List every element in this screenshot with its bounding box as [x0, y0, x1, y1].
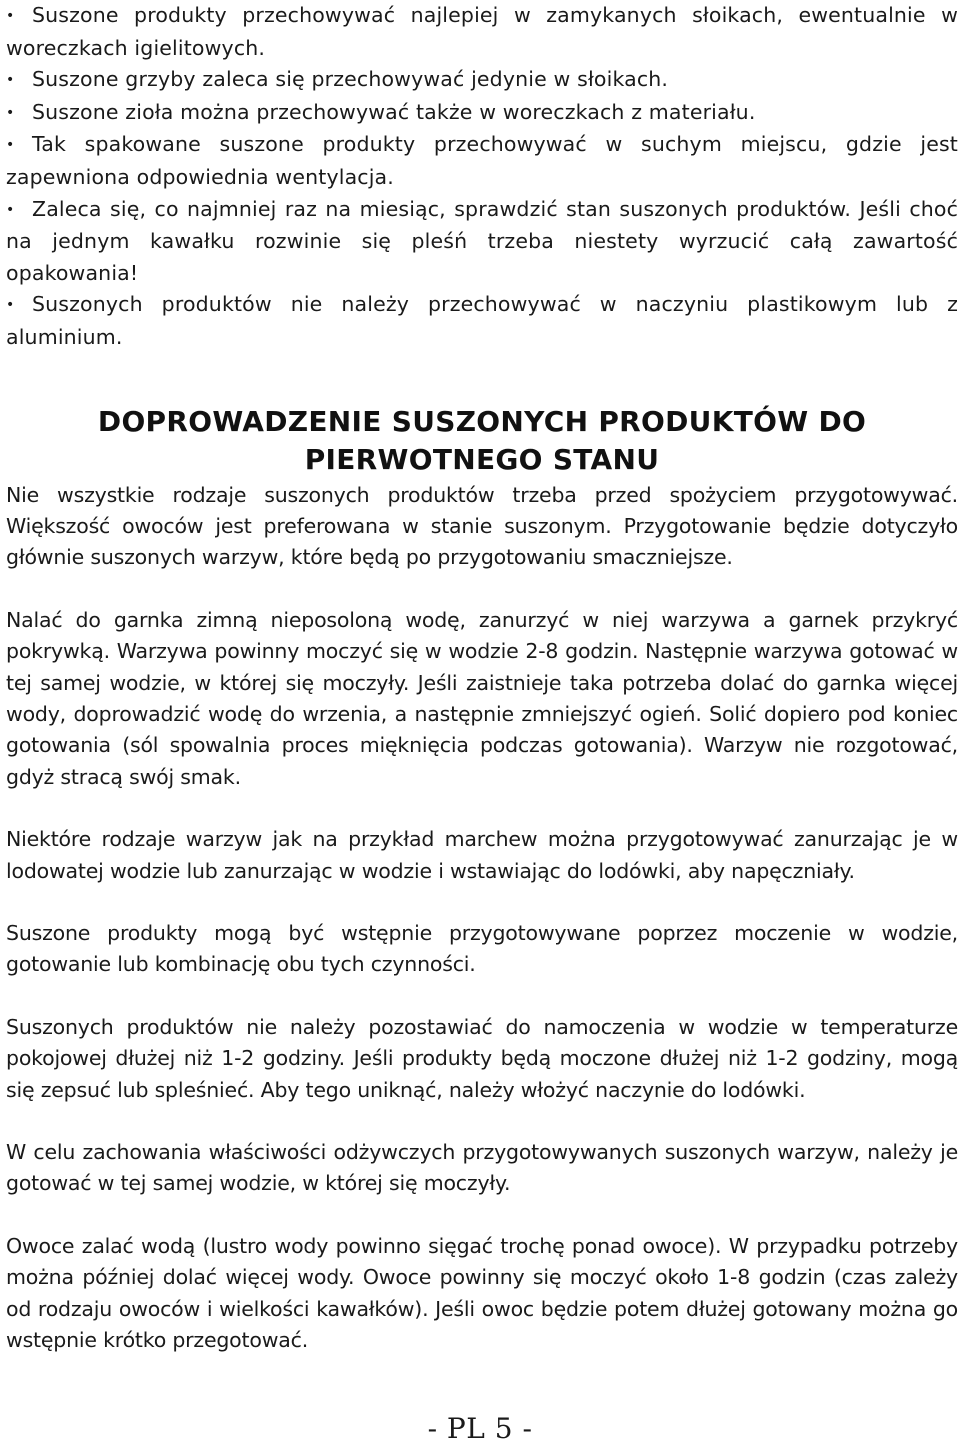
page-number: - PL 5 - [427, 1412, 533, 1445]
list-item [6, 289, 958, 353]
paragraph-preparation-methods: Suszone produkty mogą być wstępnie przygotowywane poprzez moczenie w wodzie, gotowanie lub kombinację obu tych czynności. [6, 921, 958, 977]
list-item [6, 129, 958, 193]
section-heading-line-2: PIERWOTNEGO STANU [304, 442, 660, 476]
bullet-icon: • [6, 201, 15, 218]
storage-bullet-list [6, 0, 958, 354]
list-item [6, 97, 958, 130]
list-item [6, 194, 958, 290]
bullet-icon: • [6, 104, 15, 121]
list-item-text: Suszone zioła można przechowywać także w woreczkach z materiału. [32, 99, 756, 124]
document-page [6, 0, 958, 1356]
bullet-icon: • [6, 137, 15, 154]
list-item [6, 64, 958, 97]
list-item-text: Tak spakowane suszone produkty przechowywać w suchym miejscu, gdzie jest zapewniona odpowiednia wentylacja. [6, 132, 958, 189]
list-item-text: Suszonych produktów nie należy przechowywać w naczyniu plastikowym lub z aluminium. [6, 292, 958, 349]
section-heading-line-1: DOPROWADZENIE SUSZONYCH PRODUKTÓW DO [97, 404, 867, 438]
list-item-text: Suszone produkty przechowywać najlepiej w zamykanych słoikach, ewentualnie w woreczkach igielitowych. [6, 3, 958, 60]
bullet-icon: • [6, 8, 15, 24]
bullet-icon: • [6, 297, 15, 314]
bullet-icon: • [6, 72, 15, 89]
list-item [6, 0, 958, 64]
list-item-text: Suszone grzyby zaleca się przechowywać jedynie w słoikach. [32, 67, 669, 92]
list-item-text: Zaleca się, co najmniej raz na miesiąc, sprawdzić stan suszonych produktów. Jeśli choć na jednym kawałku rozwinie się pleśń trzeba niestety wyrzucić całą zawartość opakowania! [6, 196, 958, 285]
paragraph-fruit-soaking: Owoce zalać wodą (lustro wody powinno sięgać trochę ponad owoce). W przypadku potrzeby można później dolać więcej wody. Owoce powinny się moczyć około 1-8 godzin (czas zależy od rodzaju owoców i wielkości kawałków). Jeśli owoc będzie potem dłużej gotowany można go wstępnie krótko przegotować. [6, 1233, 958, 1353]
paragraph-cold-soaking: Niektóre rodzaje warzyw jak na przykład marchew można przygotowywać zanurzając je w lodowatej wodzie lub zanurzając w wodzie i wstawiając do lodówki, aby napęczniały. [6, 827, 958, 883]
paragraph-intro: Nie wszystkie rodzaje suszonych produktów trzeba przed spożyciem przygotowywać. Większość owoców jest preferowana w stanie suszonym. Przygotowanie będzie dotyczyło głównie suszonych warzyw, które będą po przygotowaniu smaczniejsze. [6, 482, 958, 570]
paragraph-vegetable-cooking: Nalać do garnka zimną nieposoloną wodę, zanurzyć w niej warzywa a garnek przykryć pokrywką. Warzywa powinny moczyć się w wodzie 2-8 godzin. Następnie warzywa gotować w tej samej wodzie, w której się moczyły. Jeśli zaistnieje taka potrzeba dolać do garnka więcej wody, doprowadzić wodę do wrzenia, a następnie zmniejszyć ogień. Solić dopiero pod koniec gotowania (sól spowalnia proces mięknięcia podczas gotowania). Warzyw nie rozgotować, gdyż stracą swój smak. [6, 607, 958, 789]
section-heading [6, 403, 958, 479]
paragraph-soaking-warning: Suszonych produktów nie należy pozostawiać do namoczenia w wodzie w temperaturze pokojowej dłużej niż 1-2 godziny. Jeśli produkty będą moczone dłużej niż 1-2 godziny, mogą się zepsuć lub spleśnieć. Aby tego uniknąć, należy włożyć naczynie do lodówki. [6, 1014, 958, 1102]
paragraph-nutrients: W celu zachowania właściwości odżywczych przygotowywanych suszonych warzyw, należy je gotować w tej samej wodzie, w której się moczyły. [6, 1140, 958, 1196]
